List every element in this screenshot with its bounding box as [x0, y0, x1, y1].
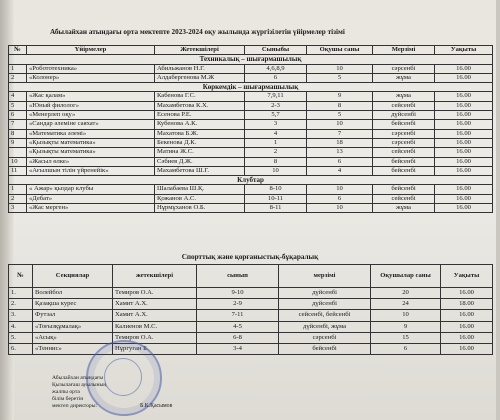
table-cell: 1 — [245, 138, 307, 147]
table-cell: Темиров О.А. — [113, 288, 197, 299]
clubs-table-body — [9, 55, 493, 213]
table-cell: 2-9 — [197, 299, 279, 310]
signature-line: мектеп директоры: — [52, 403, 98, 409]
column-header: мерзімі — [279, 265, 371, 288]
table-cell: Бекенова Д.К. — [155, 138, 245, 147]
table-cell: 5 — [307, 73, 373, 82]
table-cell: 16.00 — [441, 344, 493, 355]
sport-header-row — [9, 265, 493, 288]
table-cell: « Ажар» қыздар клубы — [27, 185, 155, 194]
table-cell: 16.00 — [435, 166, 493, 175]
column-header: Оқушылар саны — [371, 265, 441, 288]
table-cell: 10 — [307, 185, 373, 194]
table-cell: 16.00 — [441, 321, 493, 332]
table-cell: 2 — [245, 148, 307, 157]
table-row — [9, 299, 493, 310]
table-cell: 3. — [9, 310, 33, 321]
column-header: Жетекшілері — [155, 46, 245, 55]
table-cell: 7-11 — [197, 310, 279, 321]
table-cell: 8-10 — [245, 185, 307, 194]
table-cell: бейсенбі — [373, 185, 435, 194]
table-cell: 10 — [307, 64, 373, 73]
table-cell: «Менерлеп оқу» — [27, 111, 155, 120]
table-cell: 4 — [9, 92, 27, 101]
table-cell: «Қызықты математика» — [27, 138, 155, 147]
table-cell: 5 — [307, 111, 373, 120]
table-cell: 16.00 — [435, 64, 493, 73]
column-header: № — [9, 46, 27, 55]
table-cell: 20 — [371, 288, 441, 299]
table-row — [9, 73, 493, 82]
sport-section-title: Спорттық және қорғаныстық-бұқаралық — [181, 253, 319, 261]
table-cell: Нұрмұханов О.Б. — [155, 204, 245, 213]
table-cell: сәрсенбі — [373, 64, 435, 73]
table-cell: «Колонер» — [27, 73, 155, 82]
clubs-table — [8, 45, 493, 213]
table-cell: 10-11 — [245, 194, 307, 203]
table-cell: 16.00 — [435, 73, 493, 82]
sport-table — [8, 264, 493, 355]
table-cell: «Асық» — [33, 332, 113, 343]
table-cell: 16.00 — [435, 204, 493, 213]
table-cell: сәрсенбі — [373, 129, 435, 138]
table-cell: бейсенбі — [373, 157, 435, 166]
table-cell: 10 — [371, 310, 441, 321]
table-cell: Нұргуган Б. — [113, 344, 197, 355]
table-cell: 10 — [245, 166, 307, 175]
sport-table-body — [9, 288, 493, 355]
table-cell: «Юный филолог» — [27, 101, 155, 110]
table-cell: Сәбиев Д.Ж. — [155, 157, 245, 166]
table-cell: 16.00 — [435, 148, 493, 157]
table-cell: 8 — [307, 101, 373, 110]
table-cell: 11 — [9, 166, 27, 175]
table-cell: «Теннис» — [33, 344, 113, 355]
table-cell: жұма — [373, 92, 435, 101]
table-row — [9, 111, 493, 120]
table-cell: 16.00 — [435, 129, 493, 138]
table-cell: 9 — [9, 138, 27, 147]
table-cell: 4 — [245, 129, 307, 138]
table-cell: 1. — [9, 288, 33, 299]
table-cell: 9-10 — [197, 288, 279, 299]
table-cell: 5 — [9, 101, 27, 110]
table-cell: 15 — [371, 332, 441, 343]
table-cell: 9 — [371, 321, 441, 332]
table-cell: 6-8 — [197, 332, 279, 343]
table-cell: жұма — [373, 204, 435, 213]
table-cell: Темиров О.А. — [113, 332, 197, 343]
table-cell: Махамбетова К.Х. — [155, 101, 245, 110]
table-row — [9, 185, 493, 194]
table-cell: 2 — [9, 194, 27, 203]
column-header: Секциялар — [33, 265, 113, 288]
table-cell: 16.00 — [435, 138, 493, 147]
table-cell: 16.00 — [435, 101, 493, 110]
table-cell: сейсенбі — [373, 101, 435, 110]
section-row — [9, 83, 493, 92]
table-cell: Хамит А.Х. — [113, 310, 197, 321]
table-cell: 6 — [371, 344, 441, 355]
table-cell: 16.00 — [435, 111, 493, 120]
table-cell: сейсенбі, бейсенбі — [279, 310, 371, 321]
table-cell: Шалабаева Ш.Қ. — [155, 185, 245, 194]
signature-line: Қызылағаш ауылының — [52, 382, 107, 388]
column-header: Уақыты — [435, 46, 493, 55]
signature-line: білім беретін — [52, 396, 84, 402]
table-cell: 4-5 — [197, 321, 279, 332]
table-cell: 5. — [9, 332, 33, 343]
table-row — [9, 332, 493, 343]
table-cell: 6 — [307, 194, 373, 203]
table-cell: жұма — [373, 73, 435, 82]
table-row — [9, 166, 493, 175]
table-header-row — [9, 46, 493, 55]
table-row — [9, 120, 493, 129]
section-heading: Клубтар — [9, 176, 493, 185]
table-cell: 8 — [9, 129, 27, 138]
table-cell — [9, 148, 27, 157]
table-cell: 16.00 — [441, 288, 493, 299]
table-cell: 18.00 — [441, 299, 493, 310]
table-cell: Есенова Р.Е. — [155, 111, 245, 120]
table-cell: «Ағылшын тілін үйренейік» — [27, 166, 155, 175]
table-cell: «Дебат» — [27, 194, 155, 203]
table-cell: 16.00 — [435, 194, 493, 203]
column-header: Үйірмелер — [27, 46, 155, 55]
table-cell: бейсенбі — [279, 344, 371, 355]
column-header: сынып — [197, 265, 279, 288]
document-title: Абылайхан атындағы орта мектепте 2023-2024 оқу жылында жүргізілетін үйірмелер тізімі — [50, 28, 345, 36]
table-cell: 3 — [9, 204, 27, 213]
table-cell: 16.00 — [435, 157, 493, 166]
table-cell: 7 — [307, 129, 373, 138]
table-cell: Матина Ж.С. — [155, 148, 245, 157]
column-header: Сыныбы — [245, 46, 307, 55]
table-cell: 7 — [9, 120, 27, 129]
table-cell: 16.00 — [435, 185, 493, 194]
signature-line: Абылайхан атындағы — [52, 375, 104, 381]
table-cell: Абильжанов Н.Г. — [155, 64, 245, 73]
section-row — [9, 176, 493, 185]
table-row — [9, 204, 493, 213]
table-cell: «Жасыл өлке» — [27, 157, 155, 166]
table-cell: Қожанов А.С. — [155, 194, 245, 203]
table-cell: 1 — [9, 64, 27, 73]
signature-line: жалпы орта — [52, 389, 80, 395]
table-cell: 16.00 — [435, 120, 493, 129]
table-row — [9, 129, 493, 138]
table-cell: 2 — [9, 73, 27, 82]
table-cell: сәрсенбі — [279, 332, 371, 343]
section-row — [9, 55, 493, 64]
table-cell: дүйсенбі — [373, 111, 435, 120]
table-cell: «Қызықты математика» — [27, 148, 155, 157]
table-cell: «Математика әлемі» — [27, 129, 155, 138]
table-cell: «Жас мерген» — [27, 204, 155, 213]
table-cell: 1 — [9, 185, 27, 194]
table-cell: 16.00 — [441, 310, 493, 321]
table-cell: «Сандар әлеміне саяхат» — [27, 120, 155, 129]
table-cell: Калиенов М.С. — [113, 321, 197, 332]
table-cell: 6. — [9, 344, 33, 355]
table-cell: 10 — [307, 204, 373, 213]
table-cell: Махамбетова Ш.Г. — [155, 166, 245, 175]
table-cell: 10 — [307, 120, 373, 129]
section-heading: Техникалық – шығармашылық — [9, 55, 493, 64]
table-cell: 8-11 — [245, 204, 307, 213]
table-row — [9, 64, 493, 73]
table-cell: 8 — [245, 157, 307, 166]
table-row — [9, 92, 493, 101]
table-cell: дүйсенбі — [279, 288, 371, 299]
table-row — [9, 157, 493, 166]
table-cell: Қазақша курес — [33, 299, 113, 310]
table-cell: сейсенбі — [373, 194, 435, 203]
table-cell: 4,6,8,9 — [245, 64, 307, 73]
column-header: жетекшілері — [113, 265, 197, 288]
table-cell: 24 — [371, 299, 441, 310]
table-cell: дүйсенбі — [279, 299, 371, 310]
table-cell: 16.00 — [441, 332, 493, 343]
signature-block — [52, 375, 106, 410]
table-row — [9, 148, 493, 157]
table-cell: 16.00 — [435, 92, 493, 101]
table-cell: Алдабергенова М.Ж — [155, 73, 245, 82]
table-cell: «Тоғызқұмалақ» — [33, 321, 113, 332]
table-cell: бейсенбі — [373, 166, 435, 175]
table-cell: Махатова Б.Ж. — [155, 129, 245, 138]
table-cell: сейсенбі — [373, 148, 435, 157]
column-header: № — [9, 265, 33, 288]
table-cell: 7,9,11 — [245, 92, 307, 101]
table-cell: Кабенова Г.С. — [155, 92, 245, 101]
column-header: Мерзімі — [373, 46, 435, 55]
table-cell: 4 — [307, 166, 373, 175]
director-name: Б.К.Қасымов — [140, 403, 173, 409]
table-row — [9, 321, 493, 332]
table-cell: 9 — [307, 92, 373, 101]
table-cell: 13 — [307, 148, 373, 157]
table-cell: Хамит А.Х. — [113, 299, 197, 310]
table-cell: бейсенбі — [373, 120, 435, 129]
table-cell: 6 — [307, 157, 373, 166]
table-cell: 6 — [9, 111, 27, 120]
column-header: Уақыты — [441, 265, 493, 288]
section-heading: Көркемдік – шығармашылық — [9, 83, 493, 92]
table-cell: 2-3 — [245, 101, 307, 110]
table-cell: 3-4 — [197, 344, 279, 355]
page-edge-right — [496, 0, 500, 420]
table-row — [9, 310, 493, 321]
table-cell: 5,7 — [245, 111, 307, 120]
table-cell: 3 — [245, 120, 307, 129]
table-row — [9, 288, 493, 299]
table-row — [9, 101, 493, 110]
table-row — [9, 194, 493, 203]
table-cell: 18 — [307, 138, 373, 147]
table-row — [9, 344, 493, 355]
table-cell: «Робототехника» — [27, 64, 155, 73]
table-cell: 2. — [9, 299, 33, 310]
table-cell: Футзал — [33, 310, 113, 321]
table-cell: дүйсенбі, жұма — [279, 321, 371, 332]
column-header: Оқушы саны — [307, 46, 373, 55]
table-cell: 10 — [9, 157, 27, 166]
table-cell: «Жас қалам» — [27, 92, 155, 101]
table-cell: 4. — [9, 321, 33, 332]
table-cell: Волейбол — [33, 288, 113, 299]
table-cell: 6 — [245, 73, 307, 82]
table-row — [9, 138, 493, 147]
table-cell: Кубенова А.К. — [155, 120, 245, 129]
table-cell: сәрсенбі — [373, 138, 435, 147]
